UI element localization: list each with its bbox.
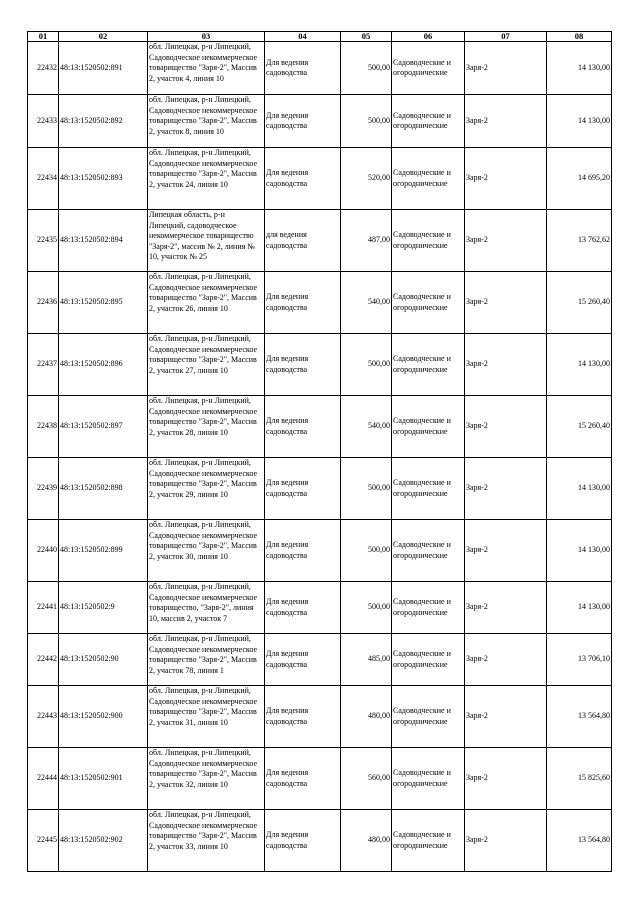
record-number-cell: 22445 (28, 810, 59, 872)
area-cell: 560,00 (341, 748, 392, 810)
locality-cell: Заря-2 (465, 458, 547, 520)
address-cell (148, 458, 265, 520)
locality-cell: Заря-2 (465, 210, 547, 272)
column-header: 06 (392, 32, 465, 42)
cadastral-value-cell: 13 564,80 (547, 810, 612, 872)
column-header: 04 (265, 32, 341, 42)
record-number-cell: 22440 (28, 520, 59, 582)
area-cell: 485,00 (341, 634, 392, 686)
locality-cell: Заря-2 (465, 748, 547, 810)
record-number-cell: 22441 (28, 582, 59, 634)
table-row (28, 810, 612, 872)
area-cell: 520,00 (341, 148, 392, 210)
land-category-cell: Садоводческие и огороднические (392, 334, 465, 396)
address-text: обл. Липецкая, р-н Липецкий, Садоводческое некоммерческое товарищество "Заря-2", Массив 2, участок 26, линия 10 (149, 272, 258, 313)
address-text: обл. Липецкая, р-н Липецкий, Садоводческое некоммерческое товарищество "Заря-2", Массив 2, участок 31, линия 10 (149, 686, 258, 727)
cadastral-number-cell: 48:13:1520502:9 (59, 582, 148, 634)
area-cell: 500,00 (341, 458, 392, 520)
area-cell: 540,00 (341, 396, 392, 458)
permitted-use-cell: Для ведения садоводства (265, 95, 341, 148)
address-text: обл. Липецкая, р-н Липецкий, Садоводческое некоммерческое товарищество "Заря-2", Массив 2, участок 24, линия 10 (149, 148, 258, 189)
locality-cell: Заря-2 (465, 396, 547, 458)
table-row (28, 95, 612, 148)
address-cell (148, 210, 265, 272)
cadastral-value-cell: 14 130,00 (547, 334, 612, 396)
locality-cell: Заря-2 (465, 334, 547, 396)
land-category-cell: Садоводческие и огороднические (392, 458, 465, 520)
column-header: 05 (341, 32, 392, 42)
permitted-use-cell: Для ведения садоводства (265, 148, 341, 210)
permitted-use-cell: Для ведения садоводства (265, 272, 341, 334)
table-row (28, 272, 612, 334)
record-number-cell: 22435 (28, 210, 59, 272)
address-text: обл. Липецкая, р-н Липецкий, Садоводческое некоммерческое товарищество "Заря-2", Массив 2, участок 32, линия 10 (149, 748, 258, 789)
land-category-cell: Садоводческие и огороднические (392, 686, 465, 748)
column-header: 07 (465, 32, 547, 42)
table-row (28, 334, 612, 396)
table-row (28, 210, 612, 272)
permitted-use-cell: Для ведения садоводства (265, 334, 341, 396)
cadastral-number-cell: 48:13:1520502:893 (59, 148, 148, 210)
cadastral-value-cell: 15 260,40 (547, 272, 612, 334)
address-text: обл. Липецкая, р-н Липецкий, Садоводческое некоммерческое товарищество "Заря-2", Массив 2, участок 29, линия 10 (149, 458, 258, 499)
land-category-cell: Садоводческие и огороднические (392, 582, 465, 634)
table-body (28, 42, 612, 872)
area-cell: 500,00 (341, 42, 392, 95)
permitted-use-cell: Для ведения садоводства (265, 634, 341, 686)
address-cell (148, 396, 265, 458)
area-cell: 540,00 (341, 272, 392, 334)
cadastral-number-cell: 48:13:1520502:894 (59, 210, 148, 272)
address-cell (148, 686, 265, 748)
land-category-cell: Садоводческие и огороднические (392, 520, 465, 582)
address-cell (148, 582, 265, 634)
address-text: обл. Липецкая, р-н Липецкий, Садоводческое некоммерческое товарищество, "Заря-2", линия 10, массив 2, участок 7 (149, 582, 258, 623)
address-text: обл. Липецкая, р-н Липецкий, Садоводческое некоммерческое товарищество "Заря-2", Массив 2, участок 28, линия 10 (149, 396, 258, 437)
address-cell (148, 148, 265, 210)
permitted-use-cell: Для ведения садоводства (265, 520, 341, 582)
permitted-use-cell: Для ведения садоводства (265, 810, 341, 872)
record-number-cell: 22434 (28, 148, 59, 210)
address-cell (148, 272, 265, 334)
column-header: 08 (547, 32, 612, 42)
cadastral-value-cell: 14 130,00 (547, 520, 612, 582)
cadastral-value-cell: 14 130,00 (547, 95, 612, 148)
cadastral-number-cell: 48:13:1520502:897 (59, 396, 148, 458)
locality-cell: Заря-2 (465, 272, 547, 334)
land-category-cell: Садоводческие и огороднические (392, 396, 465, 458)
cadastral-value-cell: 13 706,10 (547, 634, 612, 686)
cadastral-number-cell: 48:13:1520502:891 (59, 42, 148, 95)
cadastral-value-cell: 13 564,80 (547, 686, 612, 748)
record-number-cell: 22437 (28, 334, 59, 396)
address-cell (148, 42, 265, 95)
land-category-cell: Садоводческие и огороднические (392, 42, 465, 95)
record-number-cell: 22436 (28, 272, 59, 334)
table-row (28, 458, 612, 520)
address-cell (148, 520, 265, 582)
column-header: 01 (28, 32, 59, 42)
area-cell: 500,00 (341, 95, 392, 148)
record-number-cell: 22442 (28, 634, 59, 686)
permitted-use-cell: Для ведения садоводства (265, 458, 341, 520)
cadastral-value-cell: 14 130,00 (547, 582, 612, 634)
address-cell (148, 334, 265, 396)
land-category-cell: Садоводческие и огороднические (392, 634, 465, 686)
permitted-use-cell: Для ведения садоводства (265, 686, 341, 748)
cadastral-value-cell: 14 695,20 (547, 148, 612, 210)
locality-cell: Заря-2 (465, 148, 547, 210)
land-category-cell: Садоводческие и огороднические (392, 210, 465, 272)
address-cell (148, 634, 265, 686)
column-header: 03 (148, 32, 265, 42)
locality-cell: Заря-2 (465, 95, 547, 148)
cadastral-value-cell: 15 825,60 (547, 748, 612, 810)
address-text: обл. Липецкая, р-н Липецкий, Садоводческое некоммерческое товарищество "Заря-2", Массив 2, участок 4, линия 10 (149, 42, 258, 83)
locality-cell: Заря-2 (465, 520, 547, 582)
table-row (28, 748, 612, 810)
table-row (28, 520, 612, 582)
record-number-cell: 22433 (28, 95, 59, 148)
cadastral-number-cell: 48:13:1520502:901 (59, 748, 148, 810)
locality-cell: Заря-2 (465, 810, 547, 872)
locality-cell: Заря-2 (465, 686, 547, 748)
table-row (28, 148, 612, 210)
cadastral-number-cell: 48:13:1520502:899 (59, 520, 148, 582)
record-number-cell: 22438 (28, 396, 59, 458)
permitted-use-cell: для ведения садоводства (265, 210, 341, 272)
address-cell (148, 810, 265, 872)
table-row (28, 42, 612, 95)
land-category-cell: Садоводческие и огороднические (392, 272, 465, 334)
table-row (28, 396, 612, 458)
permitted-use-cell: Для ведения садоводства (265, 748, 341, 810)
locality-cell: Заря-2 (465, 42, 547, 95)
address-text: обл. Липецкая, р-н Липецкий, Садоводческое некоммерческое товарищество "Заря-2", Массив 2, участок 30, линия 10 (149, 520, 258, 561)
cadastral-number-cell: 48:13:1520502:90 (59, 634, 148, 686)
area-cell: 480,00 (341, 810, 392, 872)
land-category-cell: Садоводческие и огороднические (392, 148, 465, 210)
cadastral-number-cell: 48:13:1520502:900 (59, 686, 148, 748)
address-cell (148, 95, 265, 148)
permitted-use-cell: Для ведения садоводства (265, 42, 341, 95)
address-text: обл. Липецкая, р-н Липецкий, Садоводческое некоммерческое товарищество "Заря-2", Массив 2, участок 78, линия 1 (149, 634, 258, 675)
table-row (28, 686, 612, 748)
permitted-use-cell: Для ведения садоводства (265, 396, 341, 458)
table-header-row (28, 32, 612, 42)
record-number-cell: 22432 (28, 42, 59, 95)
record-number-cell: 22443 (28, 686, 59, 748)
cadastral-value-cell: 14 130,00 (547, 42, 612, 95)
cadastral-number-cell: 48:13:1520502:902 (59, 810, 148, 872)
column-header: 02 (59, 32, 148, 42)
address-text: обл. Липецкая, р-н Липецкий, Садоводческое некоммерческое товарищество "Заря-2", Массив 2, участок 8, линия 10 (149, 95, 258, 136)
cadastral-value-cell: 15 260,40 (547, 396, 612, 458)
record-number-cell: 22439 (28, 458, 59, 520)
locality-cell: Заря-2 (465, 582, 547, 634)
cadastral-number-cell: 48:13:1520502:892 (59, 95, 148, 148)
cadastral-number-cell: 48:13:1520502:895 (59, 272, 148, 334)
area-cell: 500,00 (341, 334, 392, 396)
table-row (28, 582, 612, 634)
permitted-use-cell: Для ведения садоводства (265, 582, 341, 634)
area-cell: 480,00 (341, 686, 392, 748)
locality-cell: Заря-2 (465, 634, 547, 686)
address-text: Липецкая область, р-н Липецкий, садоводческое некоммерческое товарищество "Заря-2", массив № 2, линия № 10, участок № 25 (149, 210, 255, 262)
land-category-cell: Садоводческие и огороднические (392, 748, 465, 810)
address-cell (148, 748, 265, 810)
land-category-cell: Садоводческие и огороднические (392, 95, 465, 148)
record-number-cell: 22444 (28, 748, 59, 810)
cadastral-number-cell: 48:13:1520502:898 (59, 458, 148, 520)
area-cell: 487,00 (341, 210, 392, 272)
land-plot-table (27, 31, 612, 872)
area-cell: 500,00 (341, 582, 392, 634)
address-text: обл. Липецкая, р-н Липецкий, Садоводческое некоммерческое товарищество "Заря-2", Массив 2, участок 27, линия 10 (149, 334, 258, 375)
cadastral-number-cell: 48:13:1520502:896 (59, 334, 148, 396)
table-row (28, 634, 612, 686)
address-text: обл. Липецкая, р-н Липецкий, Садоводческое некоммерческое товарищество "Заря-2", Массив 2, участок 33, линия 10 (149, 810, 258, 851)
cadastral-value-cell: 13 762,62 (547, 210, 612, 272)
cadastral-value-cell: 14 130,00 (547, 458, 612, 520)
area-cell: 500,00 (341, 520, 392, 582)
land-category-cell: Садоводческие и огороднические (392, 810, 465, 872)
